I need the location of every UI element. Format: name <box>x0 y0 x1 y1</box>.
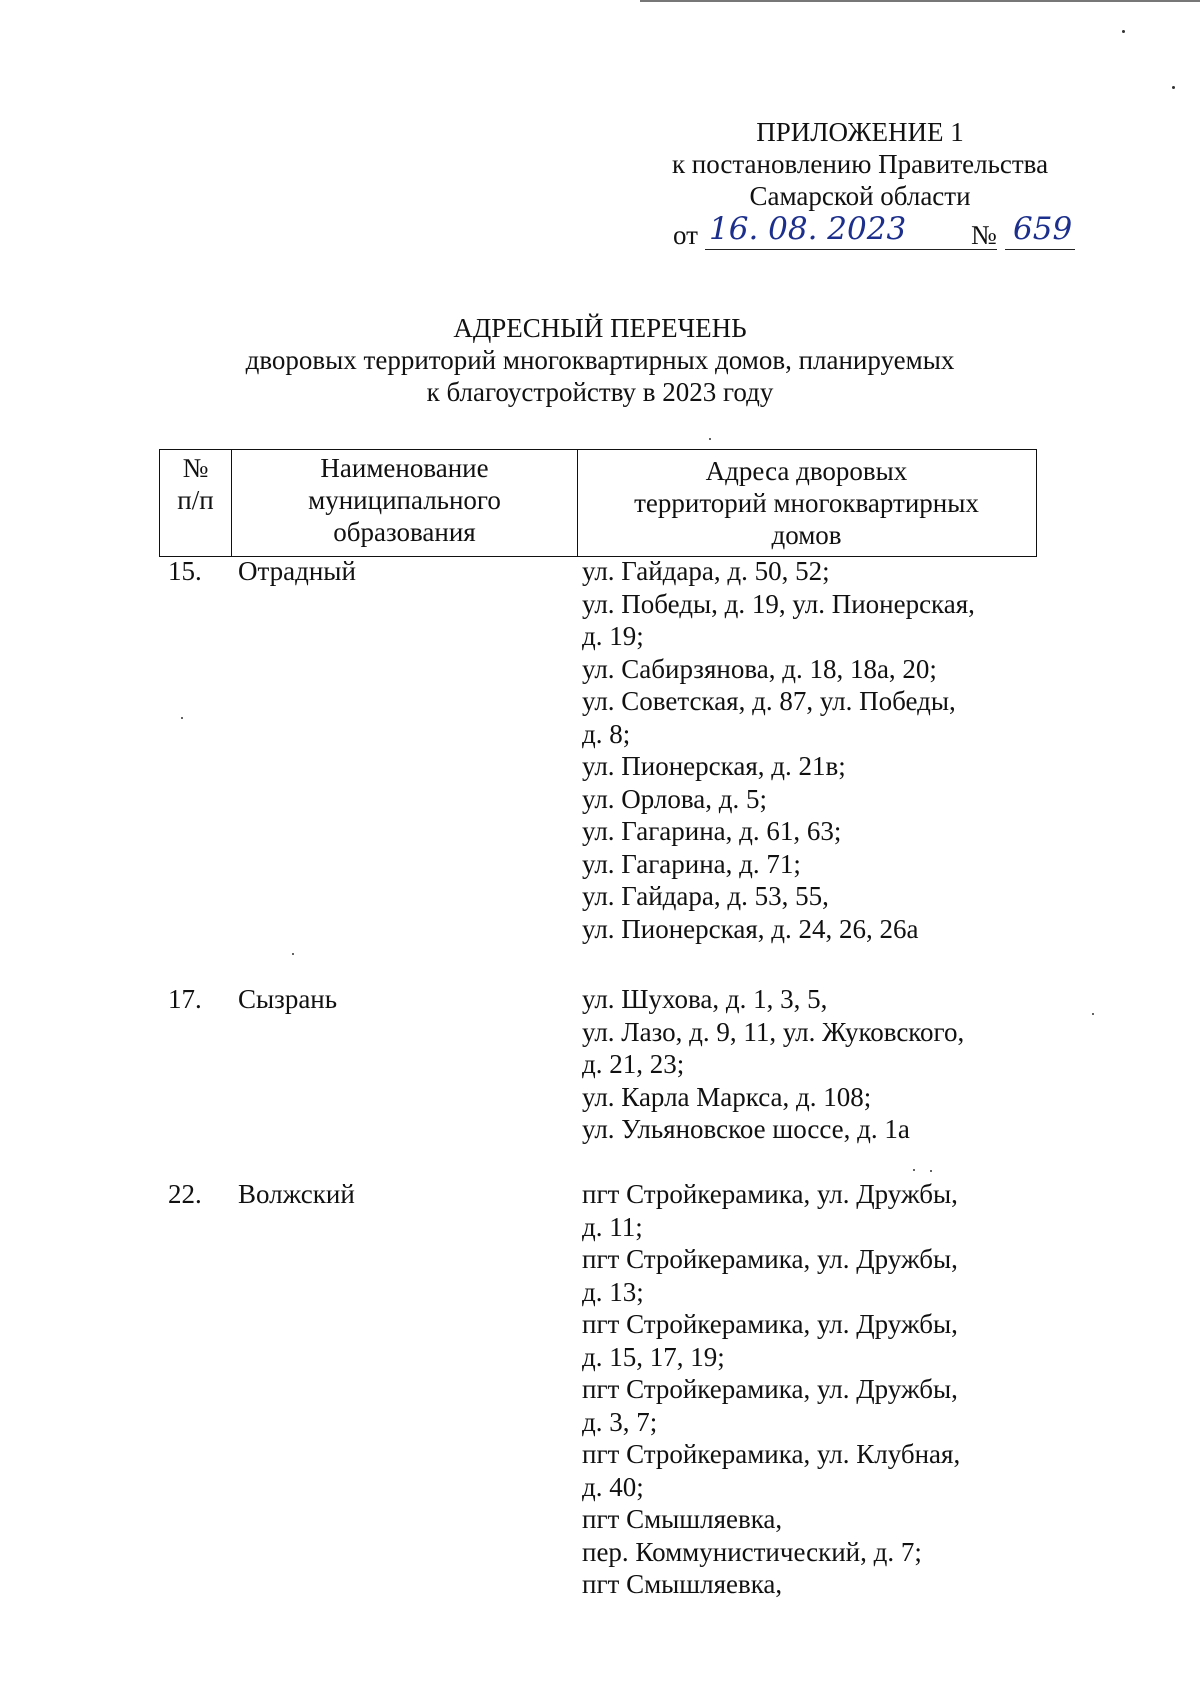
header-municipality-line: муниципального <box>308 485 501 515</box>
number-underline <box>1005 249 1075 250</box>
document-subtitle-line-2: к благоустройству в 2023 году <box>426 377 774 407</box>
date-underline <box>705 249 997 250</box>
scan-speck <box>1122 30 1125 33</box>
address-line: д. 8; <box>582 718 631 749</box>
row-municipality: Волжский <box>238 1179 355 1209</box>
address-line: ул. Пионерская, д. 24, 26, 26а <box>582 913 919 944</box>
handwritten-number: 659 <box>1013 211 1073 247</box>
address-line: д. 13; <box>582 1276 644 1307</box>
address-line: ул. Лазо, д. 9, 11, ул. Жуковского, <box>582 1016 965 1047</box>
row-addresses <box>582 555 1022 945</box>
scan-speck <box>1172 86 1175 89</box>
header-addresses-line: территорий многоквартирных <box>634 488 979 518</box>
row-addresses <box>582 1178 1022 1601</box>
address-line: пгт Смышляевка, <box>582 1569 783 1599</box>
address-line: ул. Победы, д. 19, ул. Пионерская, <box>582 588 975 619</box>
document-title-block <box>150 312 1050 408</box>
address-line: ул. Гагарина, д. 61, 63; <box>582 816 842 846</box>
document-title: АДРЕСНЫЙ ПЕРЕЧЕНЬ <box>453 313 747 343</box>
address-line: ул. Ульяновское шоссе, д. 1а <box>582 1114 910 1144</box>
scan-speck <box>292 953 294 955</box>
row-addresses <box>582 983 1022 1146</box>
scan-speck <box>1092 1013 1094 1015</box>
document-subtitle-line-1: дворовых территорий многоквартирных домов, планируемых <box>245 345 955 375</box>
address-line: д. 11; <box>582 1211 643 1242</box>
handwritten-date: 16. 08. 2023 <box>709 211 907 247</box>
row-number: 15. <box>168 556 202 586</box>
header-addresses-line: домов <box>771 520 842 550</box>
header-num <box>160 450 232 556</box>
address-line: ул. Орлова, д. 5; <box>582 783 768 814</box>
address-line: пгт Стройкерамика, ул. Дружбы, <box>582 1309 958 1339</box>
row-municipality: Отрадный <box>238 556 356 586</box>
scan-top-edge <box>640 0 1200 2</box>
row-number: 22. <box>168 1179 202 1209</box>
address-line: д. 21, 23; <box>582 1049 685 1079</box>
address-line: ул. Гайдара, д. 50, 52; <box>582 556 830 586</box>
header-addresses <box>578 450 1035 556</box>
header-num-line: № <box>182 453 209 483</box>
address-line: д. 19; <box>582 621 644 651</box>
address-line: пгт Стройкерамика, ул. Дружбы, <box>582 1244 958 1274</box>
address-line: д. 3, 7; <box>582 1406 658 1437</box>
address-line: д. 15, 17, 19; <box>582 1341 725 1372</box>
row-municipality: Сызрань <box>238 984 338 1014</box>
decree-date-number-row <box>673 211 1093 255</box>
appendix-line-3: Самарской области <box>749 181 971 211</box>
address-line: ул. Карла Маркса, д. 108; <box>582 1081 872 1112</box>
address-line: пгт Стройкерамика, ул. Дружбы, <box>582 1374 958 1404</box>
number-prefix: № <box>971 220 997 250</box>
address-line: ул. Сабирзянова, д. 18, 18а, 20; <box>582 653 937 684</box>
scan-speck <box>913 1169 915 1171</box>
scan-speck <box>709 438 711 440</box>
address-line: ул. Шухова, д. 1, 3, 5, <box>582 984 828 1014</box>
appendix-line-2: к постановлению Правительства <box>671 149 1049 179</box>
row-number: 17. <box>168 984 202 1014</box>
header-num-line: п/п <box>177 485 214 515</box>
header-addresses-line: Адреса дворовых <box>705 456 908 486</box>
header-municipality-line: Наименование <box>320 453 489 483</box>
appendix-header <box>600 116 1120 212</box>
address-line: ул. Советская, д. 87, ул. Победы, <box>582 686 956 716</box>
appendix-title: ПРИЛОЖЕНИЕ 1 <box>756 117 964 147</box>
address-line: пгт Смышляевка, <box>582 1504 783 1534</box>
scan-speck <box>930 1170 932 1172</box>
header-municipality-line: образования <box>333 517 476 547</box>
address-line: ул. Гагарина, д. 71; <box>582 848 801 879</box>
address-line: пгт Стройкерамика, ул. Дружбы, <box>582 1179 958 1209</box>
scan-speck <box>181 717 183 719</box>
address-line: ул. Гайдара, д. 53, 55, <box>582 881 829 911</box>
table-header <box>159 449 1037 557</box>
header-municipality <box>232 450 578 556</box>
address-line: пгт Стройкерамика, ул. Клубная, <box>582 1439 961 1469</box>
date-prefix: от <box>673 220 698 250</box>
address-line: д. 40; <box>582 1471 644 1502</box>
address-line: пер. Коммунистический, д. 7; <box>582 1536 922 1567</box>
address-line: ул. Пионерская, д. 21в; <box>582 751 846 781</box>
